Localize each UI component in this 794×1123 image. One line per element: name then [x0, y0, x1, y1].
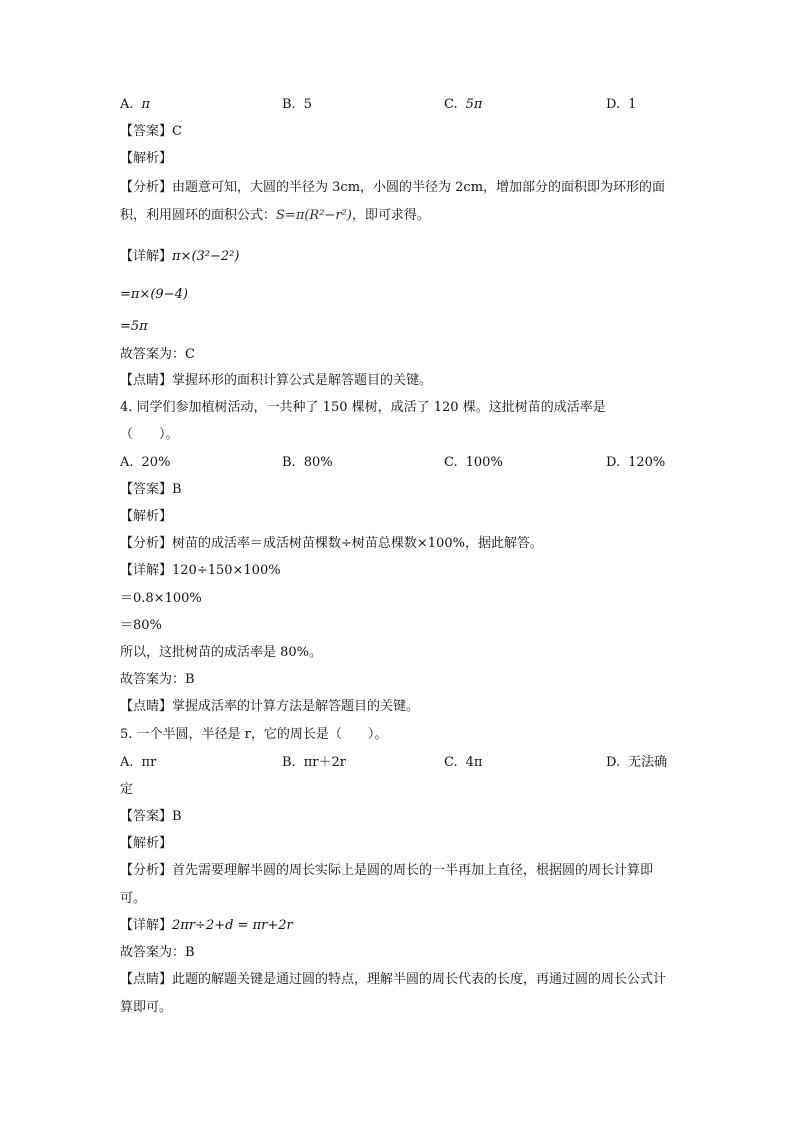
q4-option-d: D. 120% [606, 455, 666, 470]
q4-detail-line-2: ＝0.8×100% [120, 591, 202, 606]
q3-analysis-heading: 【解析】 [120, 151, 173, 166]
q5-detail-formula: 2πr÷2+d = πr+2r [172, 918, 293, 933]
q3-option-c: C. 5π [444, 97, 483, 112]
q4-option-a: A. 20% [120, 455, 171, 470]
q3-option-b: B. 5 [282, 97, 312, 112]
q4-stem-line-1: 4. 同学们参加植树活动，一共种了 150 棵树，成活了 120 棵。这批树苗的成活率是 [120, 400, 606, 415]
q3-option-a: A. π [120, 97, 151, 112]
q5-final-answer: 故答案为：B [120, 945, 195, 960]
q5-option-b: B. πr＋2r [282, 755, 346, 770]
q5-option-d: D. 无法确 [606, 755, 668, 770]
q3-detail-line-1: 【详解】π×(3²−2²) [120, 249, 240, 264]
q3-dianjing: 【点睛】掌握环形的面积计算公式是解答题目的关键。 [120, 373, 433, 388]
q5-fenxi: 【分析】首先需要理解半圆的周长实际上是圆的周长的一半再加上直径，根据圆的周长计算即可。 [120, 863, 654, 906]
q3-option-d: D. 1 [606, 97, 637, 112]
q4-fenxi: 【分析】树苗的成活率＝成活树苗棵数÷树苗总棵数×100%，据此解答。 [120, 536, 543, 551]
q4-final-answer: 故答案为：B [120, 672, 195, 687]
q4-analysis-heading: 【解析】 [120, 509, 173, 524]
q3-fenxi: 【分析】由题意可知，大圆的半径为 3cm，小圆的半径为 2cm，增加部分的面积即为环形的面积，利用圆环的面积公式：S=π(R²−r²)，即可求得。 [120, 180, 666, 223]
q5-dianjing: 【点睛】此题的解题关键是通过圆的特点，理解半圆的周长代表的长度，再通过圆的周长公式计算即可。 [120, 972, 667, 1015]
q3-answer: 【答案】C [120, 124, 182, 139]
q4-detail-line-3: ＝80% [120, 618, 162, 633]
q4-dianjing: 【点睛】掌握成活率的计算方法是解答题目的关键。 [120, 699, 420, 714]
q3-final-answer: 故答案为：C [120, 347, 195, 362]
q5-stem: 5. 一个半圆，半径是 r，它的周长是（ ）。 [120, 727, 388, 742]
q3-area-formula: S=π(R²−r²) [276, 208, 352, 223]
q3-detail-line-3: =5π [120, 319, 148, 334]
q4-conclusion: 所以，这批树苗的成活率是 80%。 [120, 645, 323, 660]
q4-stem-line-2: （ ）。 [120, 427, 179, 442]
q5-option-d-wrap: 定 [120, 782, 134, 797]
q4-answer: 【答案】B [120, 482, 182, 497]
q3-detail-line-2: =π×(9−4) [120, 287, 188, 302]
q5-answer: 【答案】B [120, 809, 182, 824]
q5-analysis-heading: 【解析】 [120, 836, 173, 851]
q4-option-b: B. 80% [282, 455, 333, 470]
q4-detail-line-1: 【详解】120÷150×100% [120, 563, 281, 578]
q4-option-c: C. 100% [444, 455, 503, 470]
q5-option-a: A. πr [120, 755, 157, 770]
q5-option-c: C. 4π [444, 755, 483, 770]
q5-detail: 【详解】2πr÷2+d = πr+2r [120, 918, 293, 933]
